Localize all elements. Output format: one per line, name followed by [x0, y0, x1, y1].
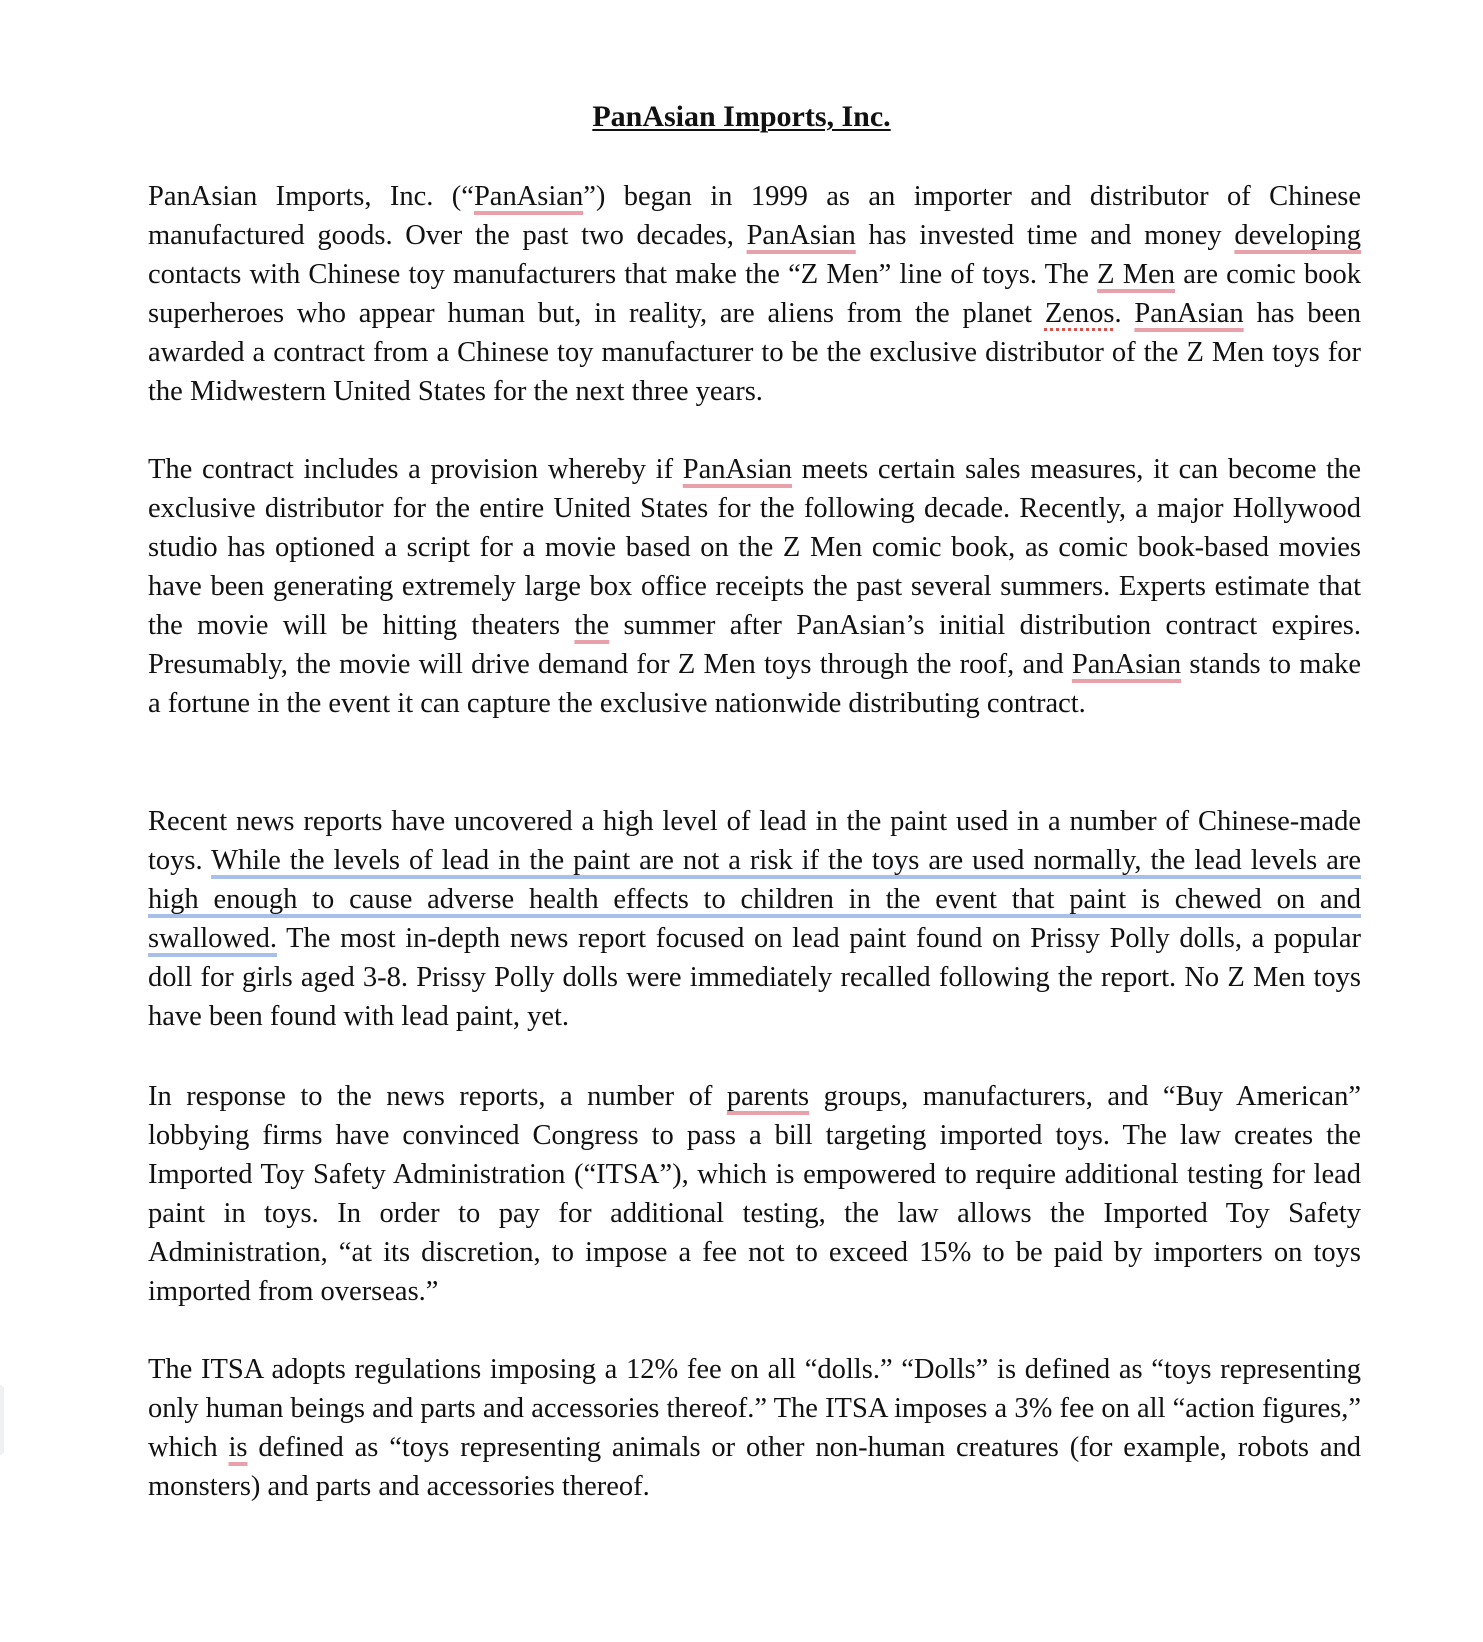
text-run: stands to make a fortune in the event it can capture the exclusive nationwide distributing contract.	[148, 649, 1361, 719]
spelling-flag[interactable]: parents	[726, 1081, 810, 1112]
text-run: defined as “toys representing animals or other non-human creatures (for example, robots and monsters) and parts and accessories thereof.	[148, 1432, 1362, 1502]
document-title: PanAsian Imports, Inc.	[592, 100, 891, 133]
text-run: has been awarded a contract from a Chinese toy manufacturer to be the exclusive distributor of the Z Men toys for the Midwestern United States for the next three years.	[148, 298, 1362, 407]
paragraph-itsa-regulations	[148, 1350, 1361, 1506]
text-run: are comic book superheroes who appear human but, in reality, are aliens from the planet	[148, 259, 1362, 329]
text-run: The ITSA adopts regulations imposing a 12% fee on all “dolls.” “Dolls” is defined as “toys representing only human beings and parts and accessories thereof.” The ITSA imposes a 3% fee on all “action figures,” which	[148, 1354, 1361, 1463]
text-run: summer after PanAsian’s initial distribution contract expires. Presumably, the movie will drive demand for Z Men toys through the roof, and	[148, 610, 1361, 680]
spelling-flag[interactable]: PanAsian	[473, 181, 584, 212]
spelling-flag[interactable]: PanAsian	[746, 220, 856, 251]
text-run: .	[1114, 298, 1135, 329]
paragraph-contract-provision	[148, 450, 1361, 723]
text-run: PanAsian Imports, Inc. (“	[148, 181, 474, 212]
text-run: The most in-depth news report focused on lead paint found on Prissy Polly dolls, a popular doll for girls aged 3-8. Prissy Polly dolls were immediately recalled following the report. No Z Men toys have been found with lead paint, yet.	[148, 923, 1361, 1032]
text-run: Recent news reports have uncovered a high level of lead in the paint used in a number of Chinese-made toys.	[148, 806, 1361, 876]
text-run: groups, manufacturers, and “Buy American” lobbying firms have convinced Congress to pass a bill targeting imported toys. The law creates the Imported Toy Safety Administration (“ITSA”), which is empowered to require additional testing for lead paint in toys. In order to pay for additional testing, the law allows the Imported Toy Safety Administration, “at its discretion, to impose a fee not to exceed 15% to be paid by importers on toys imported from overseas.”	[148, 1081, 1361, 1307]
text-run: ”) began in 1999 as an importer and distributor of Chinese manufactured goods. Over the past two decades,	[148, 181, 1361, 251]
grammar-flag[interactable]: While the levels of lead in the paint are not a risk if the toys are used normally, the lead levels are high enough to cause adverse health effects to children in the event that paint is chewed on and swallowed.	[148, 845, 1361, 954]
text-run: contacts with Chinese toy manufacturers that make the “Z Men” line of toys. The	[148, 259, 1098, 290]
paragraph-lead-paint-reports	[148, 802, 1361, 1036]
text-run: has invested time and money	[855, 220, 1235, 251]
text-run: meets certain sales measures, it can become the exclusive distributor for the entire United States for the following decade. Recently, a major Hollywood studio has optioned a script for a movie based on the Z Men comic book, as comic book-based movies have been generating extremely large box office receipts the past several summers. Experts estimate that the movie will be hitting theaters	[148, 454, 1361, 641]
text-run: In response to the news reports, a number of	[148, 1081, 727, 1112]
text-run: The contract includes a provision whereby if	[148, 454, 683, 485]
window-edge-tab	[0, 1385, 4, 1455]
paragraph-company-background	[148, 177, 1361, 411]
spelling-flag[interactable]: is	[228, 1432, 248, 1463]
spelling-flag[interactable]: PanAsian	[1134, 298, 1244, 329]
spelling-flag[interactable]: PanAsian	[682, 454, 793, 485]
spelling-flag[interactable]: Z Men	[1097, 259, 1175, 290]
paragraph-congress-bill	[148, 1077, 1361, 1311]
spelling-flag[interactable]: PanAsian	[1071, 649, 1182, 680]
spelling-flag[interactable]: the	[574, 610, 610, 641]
spelling-flag-dotted[interactable]: Zenos	[1044, 298, 1115, 329]
spelling-flag[interactable]: developing	[1234, 220, 1361, 251]
